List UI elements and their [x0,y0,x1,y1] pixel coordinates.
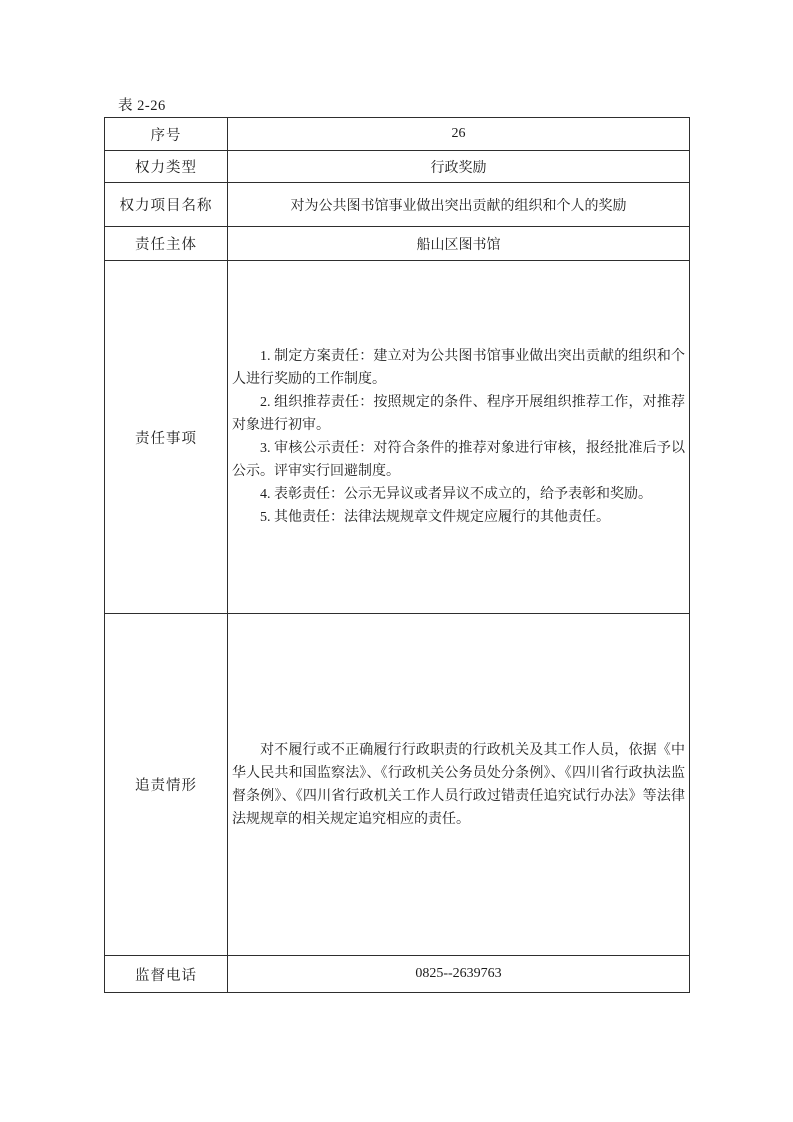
value-cell-power-type: 行政奖励 [228,151,690,183]
label-cell-serial-number: 序号 [105,118,228,151]
value-cell-power-item-name: 对为公共图书馆事业做出突出贡献的组织和个人的奖励 [228,183,690,227]
label-cell-responsibility-items: 责任事项 [105,261,228,614]
table-row-supervision-phone [105,956,690,993]
label-cell-power-type: 权力类型 [105,151,228,183]
label-cell-responsible-entity: 责任主体 [105,227,228,261]
responsibility-item-4: 4. 表彰责任：公示无异议或者异议不成立的，给予表彰和奖励。 [260,487,652,502]
responsibility-item-3: 3. 审核公示责任：对符合条件的推荐对象进行审核，报经批准后予以公示。评审实行回避制度。 [232,441,685,479]
value-cell-accountability-situations [228,614,690,956]
value-cell-serial-number: 26 [228,118,690,151]
label-cell-power-item-name: 权力项目名称 [105,183,228,227]
label-cell-accountability-situations: 追责情形 [105,614,228,956]
table-caption: 表 2-26 [118,98,166,114]
table-row-responsible-entity [105,227,690,261]
table-row-responsibility-items [105,261,690,614]
responsibility-item-2: 2. 组织推荐责任：按照规定的条件、程序开展组织推荐工作，对推荐对象进行初审。 [232,395,685,433]
responsibility-item-1: 1. 制定方案责任：建立对为公共图书馆事业做出突出贡献的组织和个人进行奖励的工作制度。 [232,349,685,387]
label-cell-supervision-phone: 监督电话 [105,956,228,993]
value-cell-responsible-entity: 船山区图书馆 [228,227,690,261]
table-row-power-type [105,151,690,183]
table-row-power-item-name [105,183,690,227]
value-cell-supervision-phone: 0825--2639763 [228,956,690,993]
value-cell-responsibility-items [228,261,690,614]
power-responsibility-table [104,117,690,993]
table-row-serial-number [105,118,690,151]
accountability-paragraph: 对不履行或不正确履行行政职责的行政机关及其工作人员，依据《中华人民共和国监察法》、《行政机关公务员处分条例》、《四川省行政执法监督条例》、《四川省行政机关工作人员行政过错责任追究试行办法》等法律法规规章的相关规定追究相应的责任。 [232,742,685,827]
responsibility-item-5: 5. 其他责任：法律法规规章文件规定应履行的其他责任。 [260,510,610,525]
table-row-accountability-situations [105,614,690,956]
